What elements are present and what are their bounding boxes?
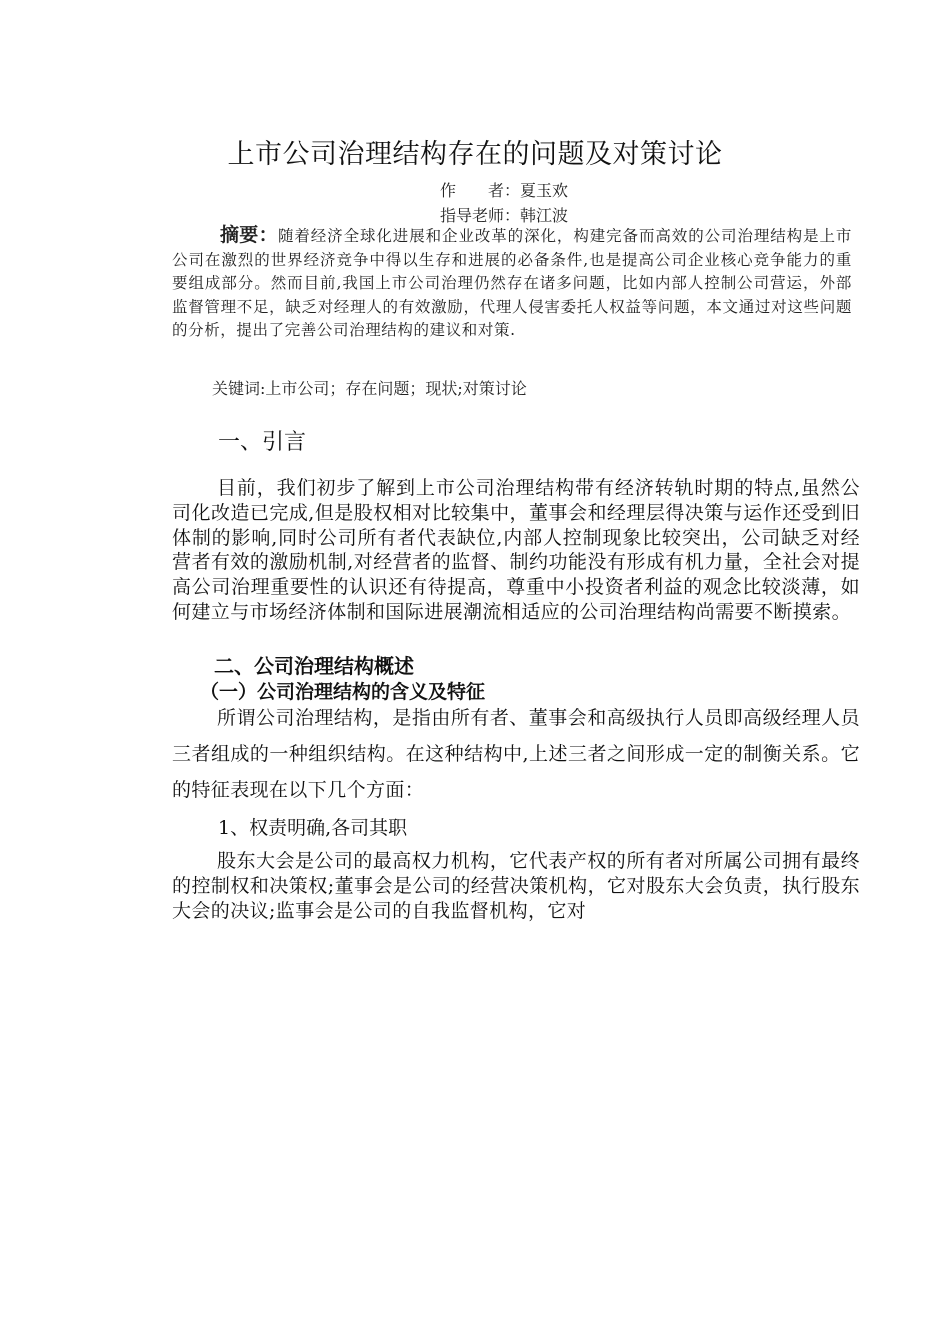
advisor-line bbox=[440, 203, 568, 226]
keywords bbox=[212, 376, 527, 399]
author-line bbox=[440, 178, 568, 201]
abstract bbox=[172, 224, 852, 343]
section-heading-introduction: 一、引言 bbox=[218, 430, 307, 455]
advisor-name: 韩江波 bbox=[520, 206, 569, 225]
keywords-label: 关键词 bbox=[212, 379, 261, 398]
section-heading-overview: 二、公司治理结构概述 bbox=[214, 654, 414, 678]
keywords-text: :上市公司；存在问题；现状;对策讨论 bbox=[260, 379, 527, 398]
list-item-heading: 1、权责明确,各司其职 bbox=[218, 817, 408, 839]
advisor-label: 指导老师： bbox=[440, 206, 521, 225]
subsection-heading-definition: （一）公司治理结构的含义及特征 bbox=[200, 681, 486, 703]
author-name: 夏玉欢 bbox=[520, 181, 569, 200]
abstract-label: 摘要： bbox=[220, 224, 278, 246]
author-label: 作 者： bbox=[440, 181, 521, 200]
shareholders-paragraph: 股东大会是公司的最高权力机构，它代表产权的所有者对所属公司拥有最终的控制权和决策权;董事会是公司的经营决策机构，它对股东大会负责，执行股东大会的决议;监事会是公司的自我监督机构，它对 bbox=[172, 850, 860, 922]
definition-paragraph: 所谓公司治理结构，是指由所有者、董事会和高级执行人员即高级经理人员三者组成的一种组织结构。在这种结构中,上述三者之间形成一定的制衡关系。它的特征表现在以下几个方面： bbox=[172, 707, 860, 801]
introduction-paragraph: 目前，我们初步了解到上市公司治理结构带有经济转轨时期的特点,虽然公司化改造已完成,但是股权相对比较集中，董事会和经理层得决策与运作还受到旧体制的影响,同时公司所有者代表缺位,内部人控制现象比较突出，公司缺乏对经营者有效的激励机制,对经营者的监督、制约功能没有形成有机力量，全社会对提高公司治理重要性的认识还有待提高，尊重中小投资者利益的观念比较淡薄，如何建立与市场经济体制和国际进展潮流相适应的公司治理结构尚需要不断摸索。 bbox=[172, 477, 860, 623]
document-title: 上市公司治理结构存在的问题及对策讨论 bbox=[227, 139, 723, 170]
abstract-text: 随着经济全球化进展和企业改革的深化，构建完备而高效的公司治理结构是上市公司在激烈的世界经济竞争中得以生存和进展的必备条件,也是提高公司企业核心竞争能力的重要组成部分。然而目前,我国上市公司治理仍然存在诸多问题，比如内部人控制公司营运，外部监督管理不足，缺乏对经理人的有效激励，代理人侵害委托人权益等问题，本文通过对这些问题的分析，提出了完善公司治理结构的建议和对策. bbox=[172, 227, 852, 339]
